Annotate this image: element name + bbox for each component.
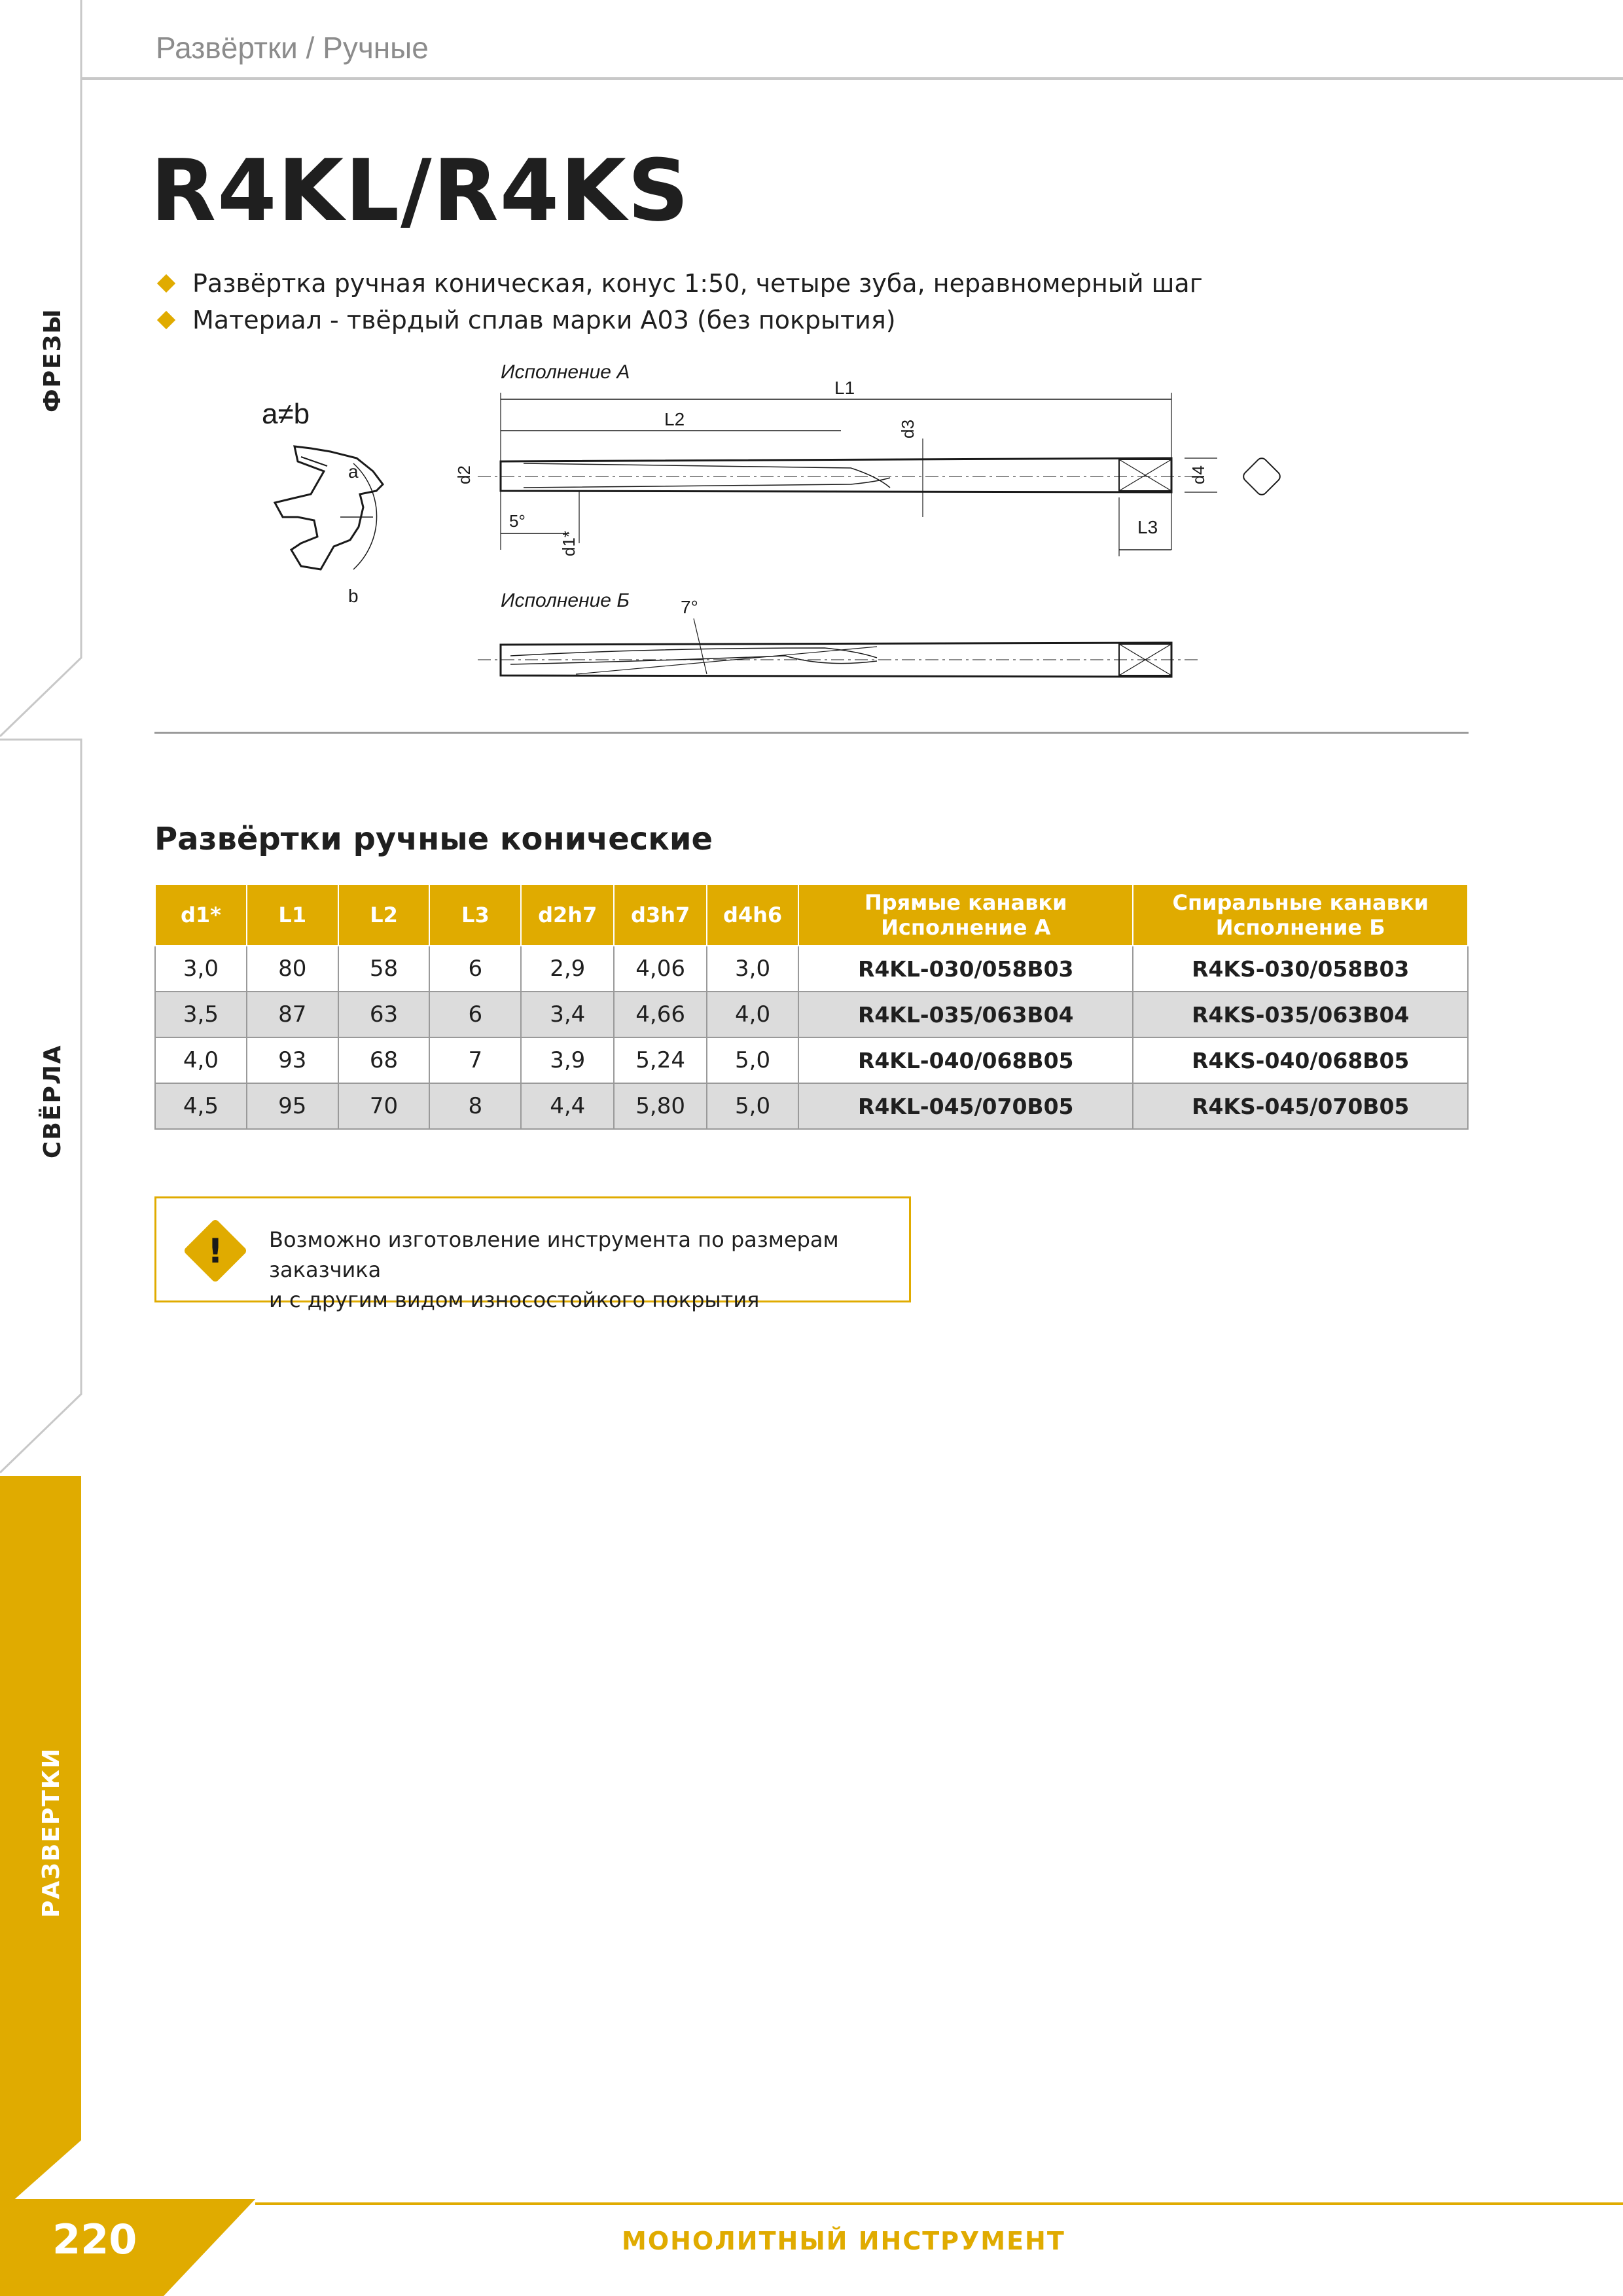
label-a: a (348, 461, 359, 482)
warning-icon (181, 1217, 249, 1285)
diamond-bullet-icon (157, 274, 175, 293)
footer-line (255, 2202, 1623, 2205)
dim-L1: L1 (834, 378, 855, 398)
table-row: 4,5 95 70 8 4,4 5,80 5,0 R4KL-045/070B05 R4KS-045/070B05 (155, 1083, 1468, 1129)
dim-angle7: 7° (681, 597, 698, 617)
column-header: L1 (247, 884, 338, 946)
content-divider (154, 732, 1469, 734)
column-header: d3h7 (614, 884, 707, 946)
column-header: d4h6 (707, 884, 798, 946)
table-row: 3,0 80 58 6 2,9 4,06 3,0 R4KL-030/058B03 R4KS-030/058B03 (155, 946, 1468, 992)
product-code: R4KL-045/070B05 (798, 1083, 1133, 1129)
reamer-variant-a (454, 378, 1282, 556)
spec-table (154, 884, 1469, 1130)
breadcrumb: Развёртки / Ручные (156, 31, 429, 65)
label-b: b (348, 586, 359, 606)
notice-box (154, 1196, 911, 1312)
column-header: L2 (338, 884, 430, 946)
cross-section-drawing (262, 398, 383, 606)
column-header: d1* (155, 884, 247, 946)
side-tab-mills[interactable]: ФРЕЗЫ (39, 308, 66, 412)
product-code: R4KS-045/070B05 (1133, 1083, 1468, 1129)
page-number: 220 (52, 2215, 137, 2263)
footer-text: МОНОЛИТНЫЙ ИНСТРУМЕНТ (622, 2227, 1065, 2255)
notice-text: Возможно изготовление инструмента по размерам заказчика и с другим видом износостойкого покрытия (269, 1227, 839, 1312)
side-tab-drills[interactable]: СВЁРЛА (39, 1044, 66, 1158)
dim-L2: L2 (664, 409, 685, 429)
product-code: R4KL-030/058B03 (798, 946, 1133, 992)
table-row: 4,0 93 68 7 3,9 5,24 5,0 R4KL-040/068B05 R4KS-040/068B05 (155, 1037, 1468, 1083)
technical-drawing (196, 353, 1309, 694)
dim-d4: d4 (1188, 465, 1208, 484)
dim-d1: d1* (559, 530, 579, 556)
section-label: a≠b (262, 398, 310, 430)
section-title: Развёртки ручные конические (154, 821, 713, 857)
product-code: R4KL-035/063B04 (798, 992, 1133, 1037)
dim-d3: d3 (898, 420, 918, 439)
dim-L3: L3 (1137, 517, 1158, 537)
page-title: R4KL/R4KS (151, 141, 690, 240)
column-header-straight: Прямые канавки Исполнение А (798, 884, 1133, 946)
table-header-row (155, 884, 1468, 946)
column-header-spiral: Спиральные канавки Исполнение Б (1133, 884, 1468, 946)
diamond-bullet-icon (157, 311, 175, 329)
product-code: R4KS-040/068B05 (1133, 1037, 1468, 1083)
feature-item: Развёртка ручная коническая, конус 1:50, четыре зуба, неравномерный шаг (157, 265, 1203, 302)
reamer-variant-b (478, 619, 1198, 677)
product-code: R4KL-040/068B05 (798, 1037, 1133, 1083)
feature-item: Материал - твёрдый сплав марки А03 (без покрытия) (157, 302, 1203, 338)
variant-a-label: Исполнение А (501, 361, 630, 383)
side-tab-reamers[interactable]: РАЗВЕРТКИ (38, 1747, 65, 1918)
dim-d2: d2 (454, 465, 474, 484)
product-code: R4KS-030/058B03 (1133, 946, 1468, 992)
warning-mark: ! (207, 1232, 223, 1271)
feature-list (157, 265, 1203, 338)
dim-angle5: 5° (509, 511, 526, 531)
column-header: L3 (429, 884, 521, 946)
variant-b-label: Исполнение Б (501, 590, 630, 611)
header-divider (81, 77, 1623, 80)
column-header: d2h7 (521, 884, 614, 946)
product-code: R4KS-035/063B04 (1133, 992, 1468, 1037)
table-row: 3,5 87 63 6 3,4 4,66 4,0 R4KL-035/063B04 R4KS-035/063B04 (155, 992, 1468, 1037)
